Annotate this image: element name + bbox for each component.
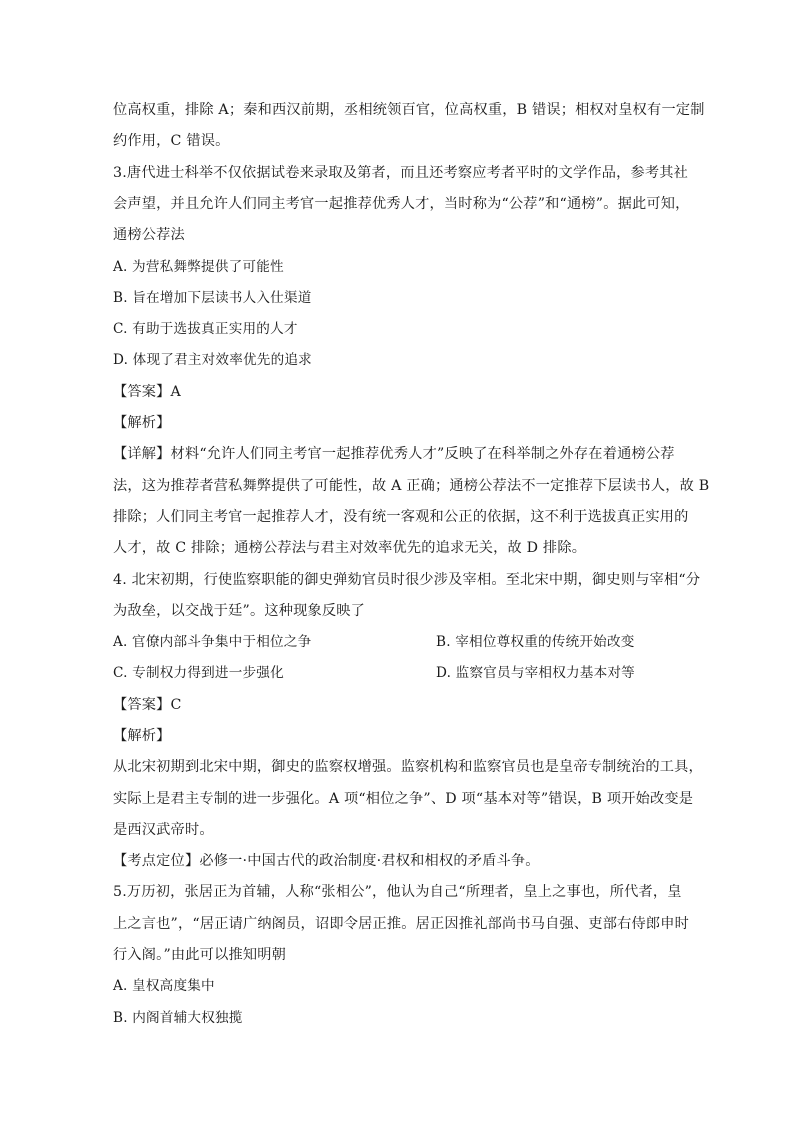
- question-3-option-c: C. 有助于选拔真正实用的人才: [113, 321, 298, 337]
- question-4-answer: 【答案】C: [113, 697, 182, 713]
- question-3-option-b: B. 旨在增加下层读书人入仕渠道: [113, 290, 312, 306]
- question-4-explanation: 是西汉武帝时。: [113, 822, 214, 838]
- question-5-option-a: A. 皇权高度集中: [113, 978, 215, 994]
- question-3-explanation: 法，这为推荐者营私舞弊提供了可能性，故 A 正确；通榜公荐法不一定推荐下层读书人，故 B: [113, 478, 710, 494]
- question-3-explanation: 【详解】材料“允许人们同主考官一起推荐优秀人才”反映了在科举制之外存在着通榜公荐: [113, 446, 675, 462]
- question-3-explanation: 排除；人们同主考官一起推荐人才，没有统一客观和公正的依据，这不利于选拔真正实用的: [113, 509, 689, 525]
- text-line: 约作用，C 错误。: [113, 133, 230, 149]
- question-3-answer: 【答案】A: [113, 384, 181, 400]
- question-5-stem: 5.万历初，张居正为首辅，人称“张相公”，他认为自己“所理者，皇上之事也，所代者，皇: [113, 884, 682, 900]
- question-3-explanation: 人才，故 C 排除；通榜公荐法与君主对效率优先的追求无关，故 D 排除。: [113, 540, 587, 556]
- question-5-stem: 行入阁。”由此可以推知明朝: [113, 947, 287, 963]
- question-3-stem: 会声望，并且允许人们同主考官一起推荐优秀人才，当时称为“公荐”和“通榜”。据此可知，: [113, 196, 690, 212]
- question-3-option-a: A. 为营私舞弊提供了可能性: [113, 259, 284, 275]
- question-3-option-d: D. 体现了君主对效率优先的追求: [113, 352, 312, 368]
- question-4-explanation: 从北宋初期到北宋中期，御史的监察权增强。监察机构和监察官员也是皇帝专制统治的工具，: [113, 759, 703, 775]
- question-4-stem: 4. 北宋初期，行使监察职能的御史弹劾官员时很少涉及宰相。至北宋中期，御史则与宰相“分: [113, 572, 701, 588]
- question-4-option-d: D. 监察官员与宰相权力基本对等: [436, 665, 635, 681]
- question-4-option-c: C. 专制权力得到进一步强化: [113, 665, 284, 681]
- question-3-analysis-heading: 【解析】: [113, 415, 171, 431]
- question-3-stem: 通榜公荐法: [113, 227, 185, 243]
- question-4-option-b: B. 宰相位尊权重的传统开始改变: [436, 634, 635, 650]
- question-4-analysis-heading: 【解析】: [113, 728, 171, 744]
- text-line: 位高权重，排除 A；秦和西汉前期，丞相统领百官，位高权重，B 错误；相权对皇权有一定制: [113, 102, 705, 118]
- question-4-stem: 为敌垒，以交战于廷”。这种现象反映了: [113, 603, 366, 619]
- question-4-explanation: 实际上是君主专制的进一步强化。A 项“相位之争”、D 项“基本对等”错误，B 项开始改变是: [113, 791, 694, 807]
- question-4-option-a: A. 官僚内部斗争集中于相位之争: [113, 634, 312, 650]
- question-3-stem: 3.唐代进士科举不仅依据试卷来录取及第者，而且还考察应考者平时的文学作品，参考其社: [113, 165, 689, 181]
- question-5-stem: 上之言也”，“居正请广纳阁员，诏即令居正推。居正因推礼部尚书马自强、吏部右侍郎申时: [113, 916, 690, 932]
- question-4-knowledge-point: 【考点定位】必修一·中国古代的政治制度·君权和相权的矛盾斗争。: [113, 853, 540, 869]
- question-5-option-b: B. 内阁首辅大权独揽: [113, 1010, 243, 1026]
